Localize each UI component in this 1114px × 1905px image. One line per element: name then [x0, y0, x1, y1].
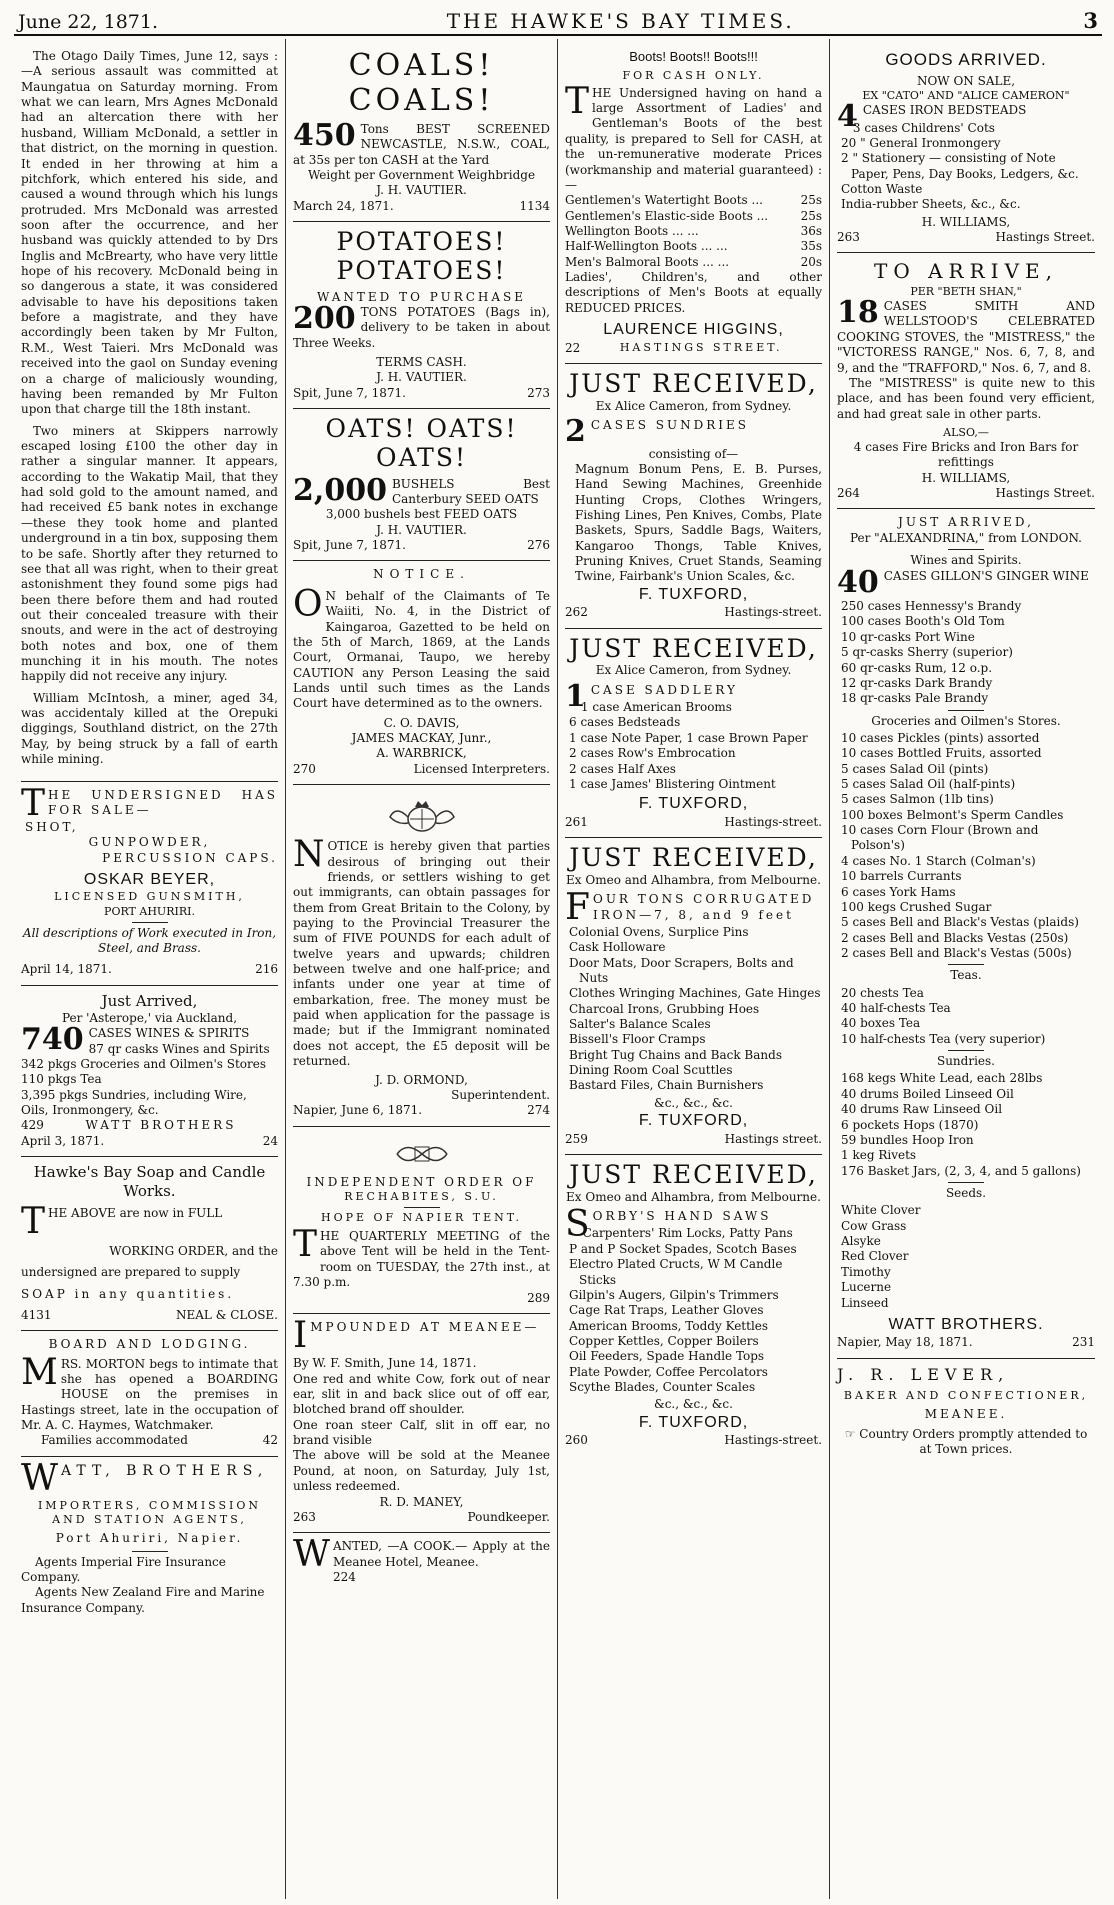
watt-teas: Teas.	[950, 968, 982, 983]
notice2-name: J. D. ORMOND,	[375, 1072, 468, 1087]
watt-groc: Groceries and Oilmen's Stores.	[871, 713, 1061, 728]
potatoes-l1: WANTED TO PURCHASE	[316, 289, 527, 304]
notice1-n2: JAMES MACKAY, Junr.,	[351, 731, 492, 746]
jr3-list	[565, 925, 822, 1094]
newspaper-title: THE HAWKE'S BAY TIMES.	[446, 9, 795, 33]
drop-cap: I	[293, 1314, 308, 1356]
list-item: Carpenters' Rim Locks, Patty Pans	[582, 1226, 793, 1241]
jr1-fig: 2	[565, 414, 586, 450]
arrive-also2: 4 cases Fire Bricks and Iron Bars for refittings	[853, 440, 1079, 470]
list-item: 12 qr-casks Dark Brandy	[841, 675, 993, 690]
ad-cook	[293, 1533, 550, 1592]
list-item: Alsyke	[841, 1234, 881, 1249]
list-item: Electro Plated Cructs, W M Candle Sticks	[569, 1257, 783, 1287]
arrive-num: 264	[837, 486, 860, 501]
list-item: 40 drums Boiled Linseed Oil	[841, 1086, 1014, 1101]
watt1-l1: CASES WINES & SPIRITS	[88, 1026, 250, 1041]
oats-fig: 2,000	[293, 472, 387, 508]
board-body: RS. MORTON begs to intimate that she has opened a BOARDING HOUSE on the premises in Hastings street, late in the occupation of Mr. A. C. Haymes, Watchmaker.	[21, 1356, 278, 1433]
list-item: Oil Feeders, Spade Handle Tops	[569, 1349, 765, 1364]
notice1-title: Licensed Interpreters.	[413, 761, 550, 776]
impound-num: 263	[293, 1509, 316, 1524]
ad-coals	[293, 43, 550, 222]
boots-street: HASTINGS STREET.	[619, 340, 783, 354]
watt-wines: Wines and Spirits.	[910, 553, 1022, 568]
ad-rechabites	[293, 1127, 550, 1314]
jr2-l1: CASE SADDLERY	[590, 682, 738, 697]
beyer-name: OSKAR BEYER,	[83, 871, 216, 888]
notice1-head: NOTICE.	[373, 567, 470, 582]
seeds-list	[837, 1203, 1095, 1311]
issue-date: June 22, 1871.	[18, 11, 159, 33]
list-item: 10 qr-casks Port Wine	[841, 629, 975, 644]
jr1-l1: CASES SUNDRIES	[590, 418, 749, 433]
watt1-l3: 342 pkgs Groceries and Oilmen's Stores	[21, 1056, 266, 1071]
list-item: 10 half-chests Tea (very superior)	[841, 1031, 1046, 1046]
list-item: Scythe Blades, Counter Scales	[569, 1380, 756, 1395]
list-item: 1 case Note Paper, 1 case Brown Paper	[569, 730, 808, 745]
list-item: 1 case James' Blistering Ointment	[569, 776, 776, 791]
column-2	[286, 39, 558, 1899]
list-item: Half-Wellington Boots ... ... 35s	[565, 239, 822, 254]
notice1-n1: C. O. DAVIS,	[383, 715, 460, 730]
goods-num: 263	[837, 230, 860, 245]
board-head: BOARD AND LODGING.	[48, 1337, 251, 1352]
wattb-name: ATT, BROTHERS,	[61, 1462, 269, 1479]
ad-just-received-4	[565, 1155, 822, 1456]
boots-name: LAURENCE HIGGINS,	[603, 321, 784, 339]
jr1-body: Magnum Bonum Pens, E. B. Purses, Hand Sewing Machines, Greenhide Hunting Crops, Clothes Wringers, Fishing Lines, Pen Knives, Combs, Plate Baskets, Spurs, Saddle Bags, Waiters, Kangaroo Thongs, Table Knives, Pruning Knives, Cruet Stands, Seaming Twine, Fairbank's Union Scales, &c.	[575, 461, 822, 584]
list-item: 6 cases York Hams	[841, 884, 956, 899]
lever-l2: MEANEE.	[924, 1407, 1008, 1422]
lever-l1: BAKER AND CONFECTIONER,	[843, 1389, 1089, 1403]
ad-watt-stores	[837, 509, 1095, 1358]
pointing-hand-icon: ☞	[844, 1426, 856, 1441]
goods-l1: NOW ON SALE,	[916, 73, 1016, 88]
cook-body: ANTED, —A COOK.— Apply at the Meanee Hotel, Meanee.	[333, 1539, 550, 1569]
list-item: 5 cases Salmon (1lb tins)	[841, 792, 994, 807]
grocery-list	[837, 731, 1095, 961]
notice1-n3: A. WARBRICK,	[376, 746, 467, 761]
list-item: Bastard Files, Chain Burnishers	[569, 1078, 764, 1093]
list-item: 176 Basket Jars, (2, 3, 4, and 5 gallons)	[841, 1163, 1081, 1178]
drop-cap: T	[21, 1200, 46, 1242]
wattb-l2: Port Ahuriri, Napier.	[55, 1531, 244, 1546]
board-num: 42	[262, 1433, 278, 1448]
impound-name: R. D. MANEY,	[379, 1494, 464, 1509]
watt-per: Per "ALEXANDRINA," from LONDON.	[849, 530, 1082, 545]
list-item: 2 cases Bell and Black's Vestas (500s)	[841, 945, 1072, 960]
columns	[14, 39, 1102, 1899]
list-item: Red Clover	[841, 1249, 909, 1264]
boots-price-list	[565, 193, 822, 270]
list-item: Colonial Ovens, Surplice Pins	[569, 924, 749, 939]
watt1-num1: 429	[21, 1118, 44, 1133]
list-item: 20 chests Tea	[841, 985, 924, 1000]
drop-cap: W	[21, 1457, 59, 1499]
jr3-name: F. TUXFORD,	[638, 1112, 749, 1130]
ad-impounded	[293, 1314, 550, 1533]
drop-cap: F	[565, 887, 590, 929]
soap-l1: HE ABOVE are now in FULL	[48, 1205, 223, 1220]
ad-watt-arrived	[21, 986, 278, 1157]
jr2-fig: 1	[565, 678, 586, 714]
jr3-head: JUST RECEIVED,	[569, 843, 818, 873]
beyer-note: All descriptions of Work executed in Iron, Steel, and Brass.	[22, 925, 277, 955]
boots-body: HE Undersigned having on hand a large Assortment of Ladies' and Gentleman's Boots of the best quality, is prepared to Sell for CASH, at the un-remunerative moderate Prices (workmanship and material guaranteed) :—	[565, 85, 822, 192]
jr1-l2: consisting of—	[648, 446, 739, 461]
coals-name: J. H. VAUTIER.	[376, 183, 467, 198]
soap-head: Hawke's Bay Soap and Candle Works.	[33, 1163, 266, 1201]
notice2-title: Superintendent.	[451, 1087, 550, 1102]
jr2-street: Hastings-street.	[724, 814, 822, 829]
list-item: 2 " Stationery — consisting of Note Paper, Pens, Day Books, Ledgers, &c.	[841, 151, 1079, 181]
jr1-from: Ex Alice Cameron, from Sydney.	[595, 398, 792, 413]
watt-num: 231	[1072, 1335, 1095, 1350]
coals-body: Tons BEST SCREENED NEWCASTLE, N.S.W., COAL, at 35s per ton CASH at the Yard	[293, 122, 550, 167]
ad-boots	[565, 43, 822, 364]
soap-l4: SOAP in any quantities.	[21, 1286, 235, 1301]
jr2-list	[565, 700, 822, 792]
beyer-intro: HE UNDERSIGNED HAS FOR SALE—	[48, 787, 278, 817]
impound-l1: One red and white Cow, fork out of near ear, slit in and back slice out of off ear, blotched brand off shoulder.	[293, 1371, 550, 1417]
oats-body: BUSHELS Best Canterbury SEED OATS	[391, 476, 550, 507]
news-items	[21, 43, 278, 782]
watt-name: WATT BROTHERS.	[888, 1315, 1044, 1333]
arrive-name: H. WILLIAMS,	[921, 470, 1011, 485]
goods-list	[837, 121, 1095, 213]
ad-notice-caution	[293, 561, 550, 785]
oats-date: Spit, June 7, 1871.	[293, 538, 406, 553]
list-item: 10 barrels Currants	[841, 869, 962, 884]
watt1-num2: 24	[262, 1133, 278, 1148]
list-item: Cage Rat Traps, Leather Gloves	[569, 1303, 764, 1318]
jr3-street: Hastings street.	[724, 1131, 822, 1146]
rechab-l1: INDEPENDENT ORDER OF	[306, 1174, 537, 1189]
list-item: 5 qr-casks Sherry (superior)	[841, 645, 1013, 660]
watt-head: JUST ARRIVED,	[898, 515, 1034, 530]
notice2-date: Napier, June 6, 1871.	[293, 1103, 423, 1118]
beyer-title: LICENSED GUNSMITH,	[54, 890, 245, 904]
coals-l2: Weight per Government Weighbridge	[307, 168, 536, 183]
ad-oats	[293, 409, 550, 561]
list-item: Salter's Balance Scales	[569, 1017, 711, 1032]
list-item: Gentlemen's Watertight Boots ... 25s	[565, 193, 822, 208]
notice1-num: 270	[293, 761, 316, 776]
goods-name: H. WILLIAMS,	[921, 214, 1011, 229]
wattb-l3: Agents Imperial Fire Insurance Company.	[21, 1554, 226, 1585]
potatoes-date: Spit, June 7, 1871.	[293, 385, 406, 400]
arrive-per: PER "BETH SHAN,"	[910, 285, 1022, 299]
drop-cap: M	[21, 1351, 58, 1393]
oats-name: J. H. VAUTIER.	[376, 522, 467, 537]
ad-notice-immigration	[293, 785, 550, 1126]
drop-cap: T	[21, 782, 46, 824]
jr3-l1: OUR TONS CORRUGATED IRON—7, 8, and 9 feet	[592, 892, 815, 922]
jr4-from: Ex Omeo and Alhambra, from Melbourne.	[566, 1189, 821, 1204]
list-item: 59 bundles Hoop Iron	[841, 1132, 974, 1147]
news-mcintosh: William McIntosh, a miner, aged 34, was accidentaly killed at the Orepuki diggings, Southland district, on the 27th May, by being struck by a fall of earth while mining.	[21, 690, 278, 767]
watt1-l4: 110 pkgs Tea	[21, 1072, 102, 1087]
list-item: Cow Grass	[841, 1218, 907, 1233]
soap-l2: WORKING ORDER, and the	[109, 1243, 278, 1258]
list-item: Linseed	[841, 1295, 889, 1310]
jr1-name: F. TUXFORD,	[638, 585, 749, 603]
arrive-body: CASES SMITH AND WELLSTOOD'S CELEBRATED COOKING STOVES, the "MISTRESS," the "VICTORESS RANGE," Nos. 6, 7, 8, and 9, and the "TRAFFORD," Nos. 6, 7, and 8.	[837, 299, 1095, 375]
watt-sund: Sundries.	[936, 1054, 995, 1069]
ad-just-received-1	[565, 364, 822, 629]
rechab-num: 289	[527, 1290, 550, 1305]
list-item: Bissell's Floor Cramps	[569, 1032, 706, 1047]
potatoes-terms: TERMS CASH.	[376, 355, 467, 370]
watt1-l2: 87 qr casks Wines and Spirits	[88, 1041, 270, 1056]
list-item: 60 qr-casks Rum, 12 o.p.	[841, 660, 993, 675]
list-item: American Brooms, Toddy Kettles	[569, 1318, 769, 1333]
cook-num: 224	[333, 1569, 356, 1584]
drop-cap: O	[293, 583, 323, 625]
list-item: 6 pockets Hops (1870)	[841, 1117, 979, 1132]
drop-cap: T	[565, 80, 590, 122]
board-last: Families accommodated	[41, 1433, 188, 1448]
list-item: Charcoal Irons, Grubbing Hoes	[569, 1001, 760, 1016]
lever-name: J. R. LEVER,	[837, 1364, 1010, 1384]
coals-head: COALS! COALS!	[348, 48, 495, 118]
arrive-street: Hastings Street.	[995, 486, 1095, 501]
list-item: Door Mats, Door Scrapers, Bolts and Nuts	[569, 955, 794, 985]
jr4-street: Hastings-street.	[724, 1433, 822, 1448]
news-skippers: Two miners at Skippers narrowly escaped losing £100 the other day in rather a singular manner. It appears, according to the Wakatip Mail, that they had sold gold to the amount named, and had received £5 bank notes in exchange—these they took home and planted underground in a tin box, supposing them to be safe. Shortly after they returned to see that all was right, when to their great astonishment they found some pigs had been there before them and had routed out their concealed treasure with their snouts, and were in the act of destroying both notes and box, one of them munching it in his mouth. The notes happily did not receive any injury.	[21, 423, 278, 684]
potatoes-num: 273	[527, 385, 550, 400]
beyer-item: PERCUSSION CAPS.	[102, 850, 278, 865]
goods-l3: CASES IRON BEDSTEADS	[862, 103, 1027, 118]
beyer-date: April 14, 1871.	[21, 962, 112, 977]
news-otago: The Otago Daily Times, June 12, says :—A serious assault was committed at Maungatua on Saturday morning. From what we can learn, Mrs Agnes McDonald had an altercation there with her husband, William McDonald, a settler in that district, on the morning in question. It ended in her throwing at him a pitchfork, which entered his side, and caused a wound through which his lungs protruded. Mrs McDonald was arrested soon after the occurrence, and her husband was quickly attended to by Drs Inglis and McBrearty, who have very little hope of his recovery. McDonald being in so dangerous a state, it was considered advisable to have his depositions taken before a magistrate, and they have accordingly been taken by Mr Fulton, R.M., West Taieri. Mrs McDonald was received into the gaol on Sunday evening on a charge of maliciously wounding, having been remanded by Mr Fulton upon that charge till the 18th instant.	[21, 49, 278, 417]
boots-sub: FOR CASH ONLY.	[622, 68, 765, 82]
list-item: Clothes Wringing Machines, Gate Hinges	[569, 986, 821, 1001]
potatoes-name: J. H. VAUTIER.	[376, 370, 467, 385]
list-item: Cask Holloware	[569, 940, 666, 955]
royal-crest-icon	[382, 795, 462, 835]
jr4-etc: &c., &c., &c.	[654, 1397, 733, 1412]
notice2-num: 274	[527, 1103, 550, 1118]
soap-num: 4131	[21, 1307, 52, 1322]
ad-just-received-3	[565, 838, 822, 1155]
watt1-per: Per 'Asterope,' via Auckland,	[61, 1010, 238, 1025]
list-item: 168 kegs White Lead, each 28lbs	[841, 1071, 1043, 1086]
watt-l1: CASES GILLON'S GINGER WINE	[883, 568, 1089, 583]
sundries-list	[837, 1071, 1095, 1179]
soap-l3: undersigned are prepared to supply	[21, 1265, 241, 1280]
beyer-num: 216	[255, 962, 278, 977]
list-item: 40 drums Raw Linseed Oil	[841, 1102, 1003, 1117]
watt1-name: WATT BROTHERS	[85, 1118, 237, 1133]
coals-num: 1134	[519, 198, 550, 213]
list-item: Dining Room Coal Scuttles	[569, 1063, 733, 1078]
wattb-l4: Agents New Zealand Fire and Marine Insurance Company.	[21, 1585, 265, 1615]
list-item: White Clover	[841, 1203, 921, 1218]
ad-beyer	[21, 782, 278, 986]
ad-lever	[837, 1359, 1095, 1465]
tea-list	[837, 986, 1095, 1047]
impound-by: By W. F. Smith, June 14, 1871.	[293, 1356, 477, 1371]
list-item: Wellington Boots ... ... 36s	[565, 223, 822, 238]
list-item: India-rubber Sheets, &c., &c.	[841, 197, 1021, 212]
notice2-body: OTICE is hereby given that parties desirous of bringing out their friends, or settlers wishing to get out immigrants, can obtain passages for them from Great Britain to the Colony, by paying to the Provincial Treasurer the sum of FIVE POUNDS for each adult of twelve years and upwards; children between twelve and one half-price; and infants under one year at time of embarkation, free. The money must be paid when application for the passage is made; but if the Immigrant nominated does not accept, the £5 deposit will be returned.	[293, 839, 550, 1069]
rechab-body: HE QUARTERLY MEETING of the above Tent will be held in the Tent-room on TUESDAY, the 27th inst., at 7.30 p.m.	[293, 1229, 550, 1290]
list-item: Gentlemen's Elastic-side Boots ... 25s	[565, 208, 822, 223]
list-item: 3 cases Childrens' Cots	[852, 120, 995, 135]
list-item: 40 boxes Tea	[841, 1016, 921, 1031]
oats-head: OATS! OATS! OATS!	[325, 414, 518, 472]
goods-street: Hastings Street.	[995, 230, 1095, 245]
list-item: 5 cases Salad Oil (half-pints)	[841, 777, 1016, 792]
list-item: 10 cases Corn Flour (Brown and Polson's)	[841, 823, 1039, 853]
list-item: 2 cases Bell and Blacks Vestas (250s)	[841, 930, 1069, 945]
list-item: 100 cases Booth's Old Tom	[841, 614, 1005, 629]
list-item: P and P Socket Spades, Scotch Bases	[569, 1241, 797, 1256]
jr2-from: Ex Alice Cameron, from Sydney.	[595, 663, 792, 678]
drop-cap: S	[565, 1204, 590, 1246]
drop-cap: T	[293, 1224, 318, 1266]
wine-list	[837, 599, 1095, 707]
goods-l2: EX "CATO" AND "ALICE CAMERON"	[862, 89, 1070, 103]
list-item: 1 case American Brooms	[580, 700, 732, 715]
list-item: 2 cases Row's Embrocation	[569, 746, 736, 761]
list-item: 2 cases Half Axes	[569, 761, 676, 776]
potatoes-head: POTATOES! POTATOES!	[336, 227, 507, 285]
list-item: 100 kegs Crushed Sugar	[841, 899, 992, 914]
boots-num: 22	[565, 340, 581, 355]
impound-l3: The above will be sold at the Meanee Pound, at noon, on Saturday, July 1st, unless redeemed.	[293, 1448, 550, 1494]
arrive-fig: 18	[837, 295, 879, 331]
watt-date: Napier, May 18, 1871.	[837, 1335, 973, 1350]
impound-l2: One roan steer Calf, slit in off ear, no brand visible	[293, 1417, 550, 1448]
watt1-date: April 3, 1871.	[21, 1133, 105, 1148]
jr1-head: JUST RECEIVED,	[569, 368, 818, 398]
list-item: Lucerne	[841, 1280, 892, 1295]
page-number: 3	[1083, 8, 1098, 33]
column-4	[830, 39, 1102, 1899]
list-item: 10 cases Bottled Fruits, assorted	[841, 746, 1042, 761]
column-3	[558, 39, 830, 1899]
list-item: Plate Powder, Coffee Percolators	[569, 1364, 768, 1379]
lever-l3: Country Orders promptly attended to at Town prices.	[859, 1426, 1088, 1456]
ad-just-received-2	[565, 629, 822, 838]
masthead	[14, 8, 1102, 36]
jr2-num: 261	[565, 814, 588, 829]
watt-seeds: Seeds.	[945, 1186, 987, 1200]
list-item: 5 cases Salad Oil (pints)	[841, 761, 989, 776]
watt1-head: Just Arrived,	[101, 991, 198, 1010]
list-item: 6 cases Bedsteads	[569, 715, 681, 730]
goods-head: GOODS ARRIVED.	[885, 50, 1047, 69]
list-item: Cotton Waste	[841, 181, 923, 196]
oats-num: 276	[527, 538, 550, 553]
impound-title: Poundkeeper.	[467, 1509, 550, 1524]
jr1-num: 262	[565, 605, 588, 620]
boots-tail: Ladies', Children's, and other descriptions of Men's Boots at equally REDUCED PRICES.	[565, 270, 822, 315]
drop-cap: N	[293, 834, 325, 876]
beyer-item: GUNPOWDER,	[88, 835, 211, 850]
coals-fig: 450	[293, 118, 356, 153]
list-item: 40 half-chests Tea	[841, 1001, 951, 1016]
emblem-icon	[387, 1137, 457, 1171]
potatoes-fig: 200	[293, 301, 356, 337]
jr3-etc: &c., &c., &c.	[654, 1095, 733, 1110]
jr4-list	[565, 1226, 822, 1395]
list-item: 1 keg Rivets	[841, 1148, 917, 1163]
arrive-note: The "MISTRESS" is quite new to this place, and has been found very efficient, and had great sale in other parts.	[837, 375, 1095, 421]
list-item: 10 cases Pickles (pints) assorted	[841, 730, 1040, 745]
list-item: Gilpin's Augers, Gilpin's Trimmers	[569, 1287, 779, 1302]
jr3-num: 259	[565, 1131, 588, 1146]
wattb-l1: IMPORTERS, COMMISSION AND STATION AGENTS,	[37, 1499, 262, 1527]
goods-fig: 4	[837, 99, 858, 135]
rechab-l2: RECHABITES, S.U.	[344, 1189, 499, 1203]
potatoes-body: TONS POTATOES (Bags in), delivery to be taken in about Three Weeks.	[293, 305, 550, 350]
rechab-l3: HOPE OF NAPIER TENT.	[320, 1211, 523, 1225]
ad-soap	[21, 1157, 278, 1331]
list-item: 100 boxes Belmont's Sperm Candles	[841, 807, 1064, 822]
jr2-head: JUST RECEIVED,	[569, 633, 818, 663]
coals-date: March 24, 1871.	[293, 198, 394, 213]
boots-head: Boots! Boots!! Boots!!!	[629, 49, 758, 64]
list-item: 20 " General Ironmongery	[841, 135, 1001, 150]
list-item: Timothy	[841, 1264, 891, 1279]
oats-l2: 3,000 bushels best FEED OATS	[325, 507, 518, 522]
list-item: Copper Kettles, Copper Boilers	[569, 1334, 759, 1348]
jr1-street: Hastings-street.	[724, 605, 822, 620]
list-item: Bright Tug Chains and Back Bands	[569, 1047, 782, 1062]
list-item: 5 cases Bell and Black's Vestas (plaids)	[841, 915, 1079, 930]
ad-board	[21, 1331, 278, 1457]
soap-name: NEAL & CLOSE.	[176, 1307, 278, 1322]
impound-head: MPOUNDED AT MEANEE—	[310, 1319, 540, 1334]
ad-to-arrive	[837, 253, 1095, 509]
watt1-l5: 3,395 pkgs Sundries, including Wire, Oils, Ironmongery, &c.	[21, 1087, 247, 1118]
beyer-item: SHOT,	[25, 819, 79, 834]
list-item: 18 qr-casks Pale Brandy	[841, 691, 989, 706]
jr3-from: Ex Omeo and Alhambra, from Melbourne.	[566, 872, 821, 887]
jr4-name: F. TUXFORD,	[638, 1413, 749, 1431]
drop-cap: W	[293, 1534, 331, 1576]
jr4-l1: ORBY'S HAND SAWS	[592, 1209, 772, 1224]
beyer-place: PORT AHURIRI.	[104, 904, 195, 918]
jr4-num: 260	[565, 1433, 588, 1448]
column-1	[14, 39, 286, 1899]
ad-potatoes	[293, 222, 550, 409]
list-item: Men's Balmoral Boots ... ... 20s	[565, 254, 822, 269]
arrive-also: ALSO,—	[943, 425, 989, 439]
notice1-body: N behalf of the Claimants of Te Waiiti, No. 4, in the District of Kaingaroa, Gazetted to be held on the 5th of March, 1869, at the Lands Court, Ormanai, Taupo, we hereby CAUTION any Person Leasing the said Lands until such times as the Lands Court have determined as to the owners.	[293, 588, 550, 711]
arrive-head: TO ARRIVE,	[874, 259, 1058, 284]
list-item: 4 cases No. 1 Starch (Colman's)	[841, 853, 1036, 868]
ad-watt-brothers	[21, 1457, 278, 1623]
watt1-fig: 740	[21, 1022, 84, 1058]
list-item: 250 cases Hennessy's Brandy	[841, 599, 1022, 614]
jr4-head: JUST RECEIVED,	[569, 1160, 818, 1190]
ad-goods-arrived	[837, 43, 1095, 253]
watt-fig: 40	[837, 564, 879, 600]
jr2-name: F. TUXFORD,	[638, 795, 749, 813]
